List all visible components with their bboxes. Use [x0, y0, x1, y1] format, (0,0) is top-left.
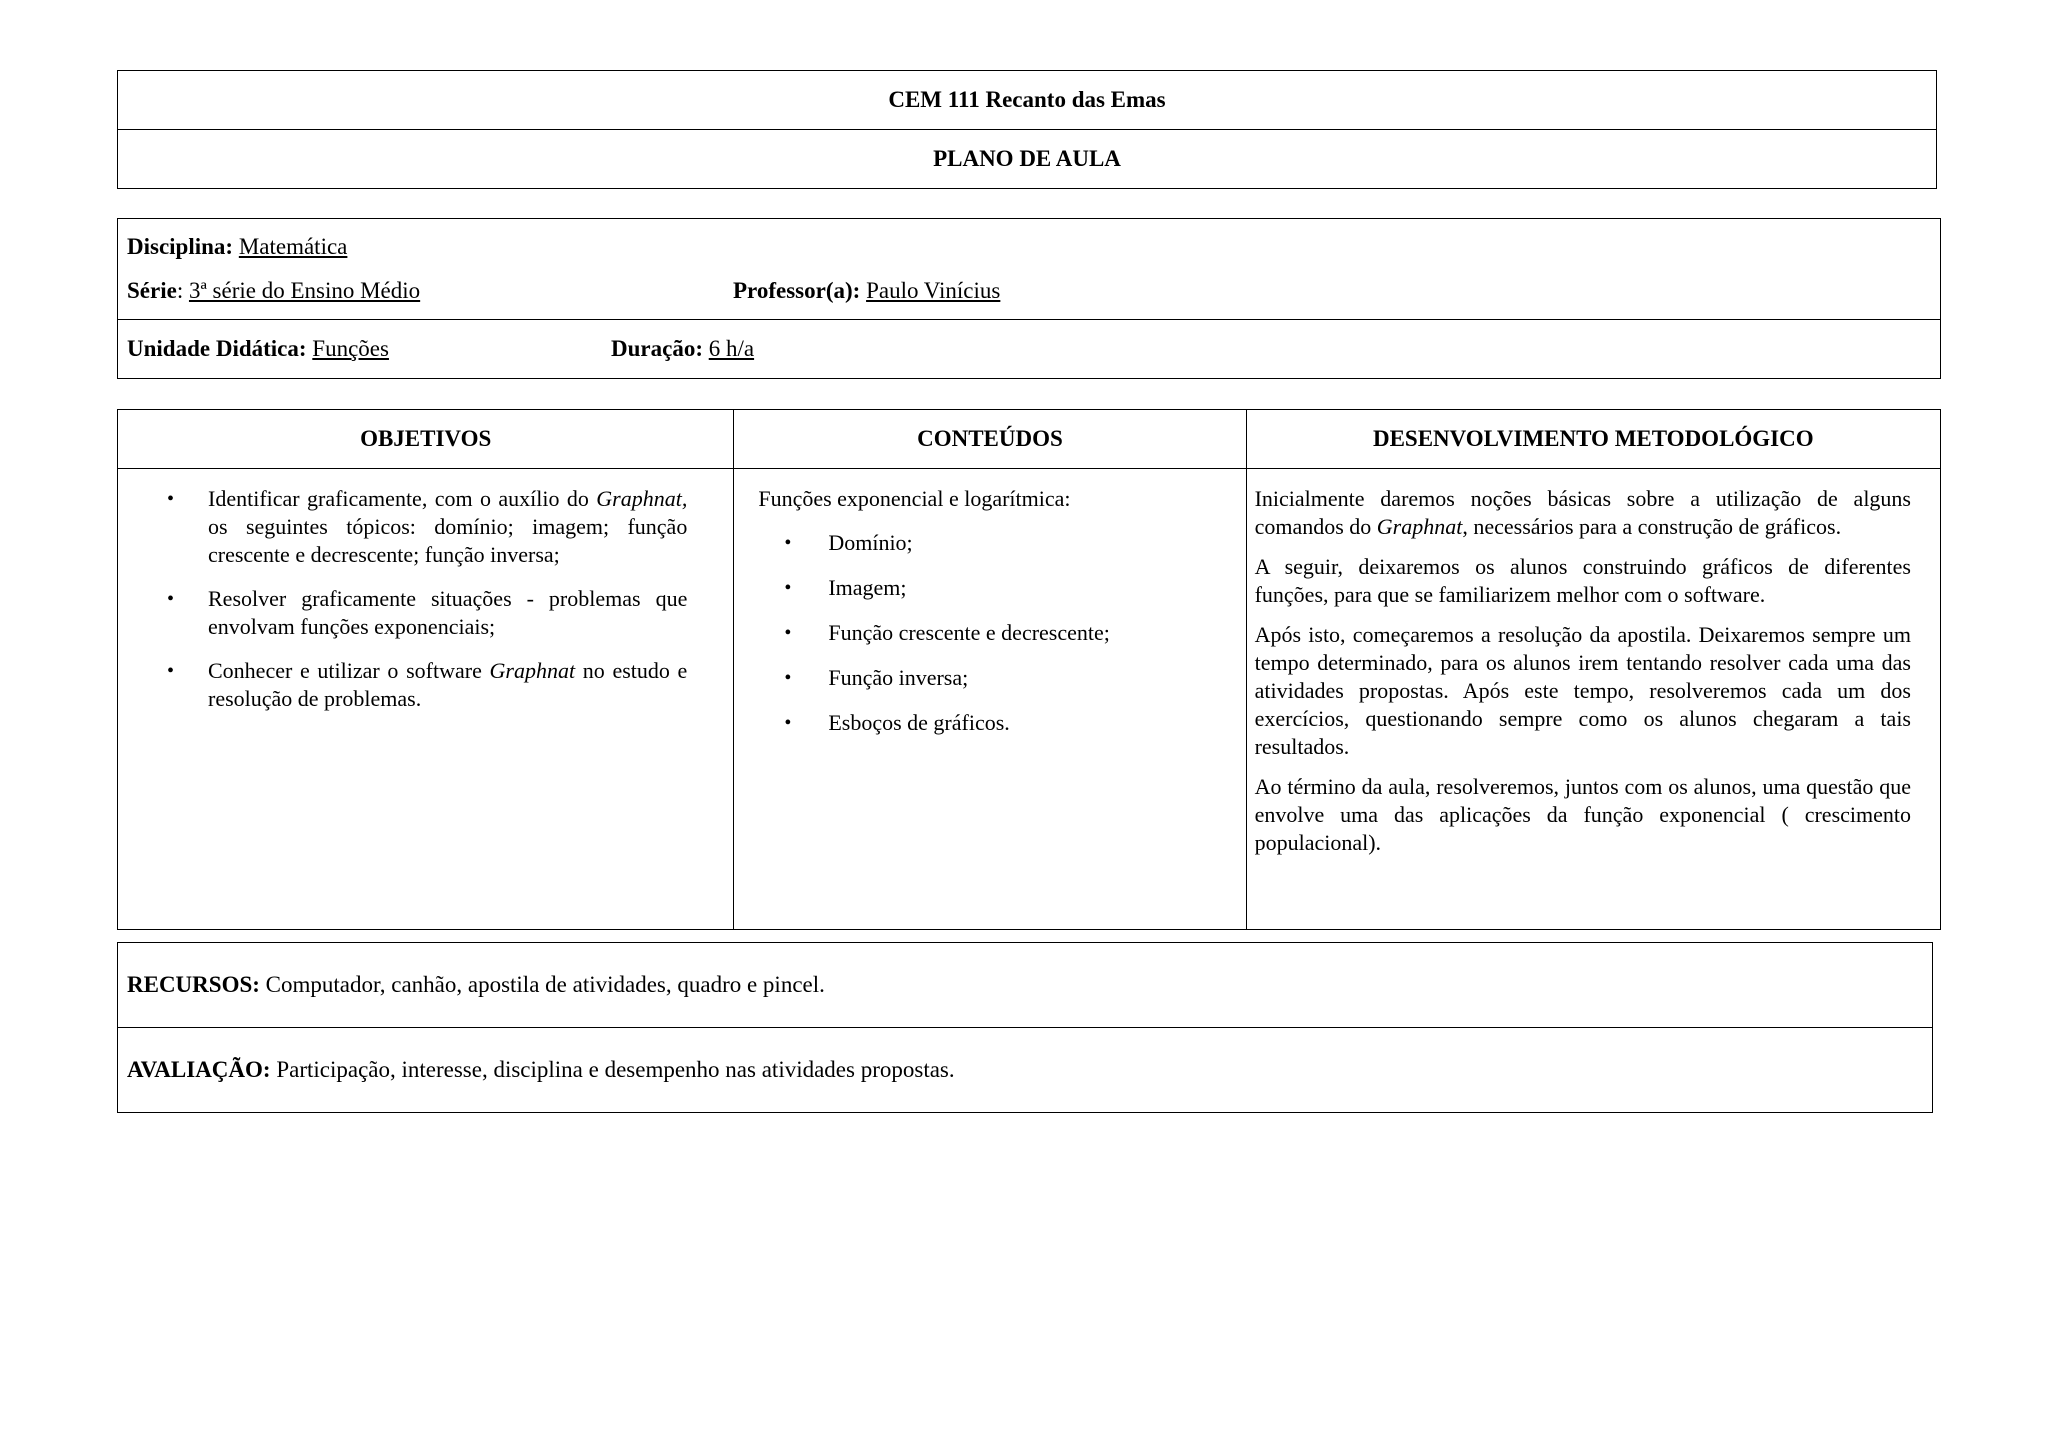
bullet-icon: • [784, 577, 792, 599]
methodology-text: Inicialmente daremos noções básicas sobre a utilização de alguns comandos do [1254, 486, 1911, 539]
unit-block [118, 320, 1941, 379]
bullet-icon: • [784, 712, 792, 734]
unit-label: Unidade Didática: [127, 336, 307, 361]
contents-cell [734, 469, 1246, 930]
content-item: Domínio; [828, 530, 913, 555]
contents-list [758, 529, 1221, 737]
grade-label: Série [127, 278, 177, 303]
methodology-paragraph-4: Ao término da aula, resolveremos, juntos com os alunos, uma questão que envolve uma das aplicações da função exponencial ( crescimento populacional). [1254, 774, 1911, 855]
contents-header: CONTEÚDOS [734, 410, 1246, 469]
resources-value: Computador, canhão, apostila de atividades, quadro e pincel. [265, 972, 825, 997]
duration-value: 6 h/a [708, 336, 755, 361]
objective-text-cont: os seguintes tópicos: domínio; imagem; função crescente e decrescente; função inversa; [208, 514, 688, 567]
methodology-paragraph-3: Após isto, começaremos a resolução da apostila. Deixaremos sempre um tempo determinado, para os alunos irem tentando resolver cada uma das atividades propostas. Após este tempo, resolveremos cada um dos exercícios, questionando sempre como os alunos chegaram a tais resultados. [1254, 622, 1911, 759]
objective-software-name: Graphnat [489, 658, 576, 683]
list-item [164, 485, 687, 569]
list-item [758, 709, 1221, 737]
content-item: Função crescente e decrescente; [828, 620, 1110, 645]
content-item: Função inversa; [828, 665, 969, 690]
list-item [164, 585, 687, 641]
teacher-label: Professor(a): [733, 278, 861, 303]
school-name: CEM 111 Recanto das Emas [118, 71, 1937, 130]
grade-value: 3ª série do Ensino Médio [188, 278, 421, 303]
discipline-line [127, 225, 1931, 269]
objectives-list [164, 485, 687, 713]
evaluation-value: Participação, interesse, disciplina e desempenho nas atividades propostas. [276, 1057, 955, 1082]
resources-row [118, 943, 1933, 1028]
grade-line [127, 269, 1931, 313]
document-title: PLANO DE AULA [118, 130, 1937, 189]
objective-text: Conhecer e utilizar o software [208, 658, 490, 683]
info-table [117, 218, 1941, 379]
unit-value: Funções [312, 336, 389, 361]
discipline-value: Matemática [238, 234, 348, 259]
content-item: Esboços de gráficos. [828, 710, 1010, 735]
header-table [117, 70, 1937, 189]
resources-label: RECURSOS: [127, 972, 260, 997]
teacher-field [733, 269, 1000, 313]
duration-label: Duração: [611, 336, 703, 361]
objective-software-name: Graphnat, [596, 486, 688, 511]
plan-table [117, 409, 1941, 930]
methodology-header: DESENVOLVIMENTO METODOLÓGICO [1246, 410, 1940, 469]
list-item [758, 664, 1221, 692]
evaluation-row [118, 1028, 1933, 1113]
bullet-icon: • [167, 488, 175, 510]
methodology-cell [1246, 469, 1940, 930]
list-item [758, 529, 1221, 557]
contents-intro: Funções exponencial e logarítmica: [758, 486, 1071, 511]
objective-text: Identificar graficamente, com o auxílio do [208, 486, 597, 511]
unit-line [127, 327, 1931, 371]
methodology-paragraph-1 [1255, 485, 1911, 541]
content-item: Imagem; [828, 575, 907, 600]
list-item [758, 619, 1221, 647]
discipline-block [118, 219, 1941, 320]
objectives-header: OBJETIVOS [118, 410, 734, 469]
list-item [758, 574, 1221, 602]
bullet-icon: • [784, 532, 792, 554]
discipline-label: Disciplina: [127, 234, 234, 259]
bullet-icon: • [784, 667, 792, 689]
bullet-icon: • [167, 660, 175, 682]
objectives-cell [118, 469, 734, 930]
methodology-text-cont: , necessários para a construção de gráficos. [1462, 514, 1842, 539]
resources-table [117, 942, 1933, 1113]
methodology-software-name: Graphnat [1376, 514, 1463, 539]
list-item [164, 657, 687, 713]
bullet-icon: • [167, 588, 175, 610]
objective-text-cont: no estudo e resolução de problemas. [208, 658, 688, 711]
evaluation-label: AVALIAÇÃO: [127, 1057, 271, 1082]
teacher-value: Paulo Vinícius [866, 278, 1001, 303]
duration-field [611, 327, 754, 371]
objective-text: Resolver graficamente situações - problemas que envolvam funções exponenciais; [208, 586, 688, 639]
grade-separator: : [176, 278, 189, 303]
methodology-paragraph-2: A seguir, deixaremos os alunos construindo gráficos de diferentes funções, para que se familiarizem melhor com o software. [1254, 554, 1911, 607]
bullet-icon: • [784, 622, 792, 644]
